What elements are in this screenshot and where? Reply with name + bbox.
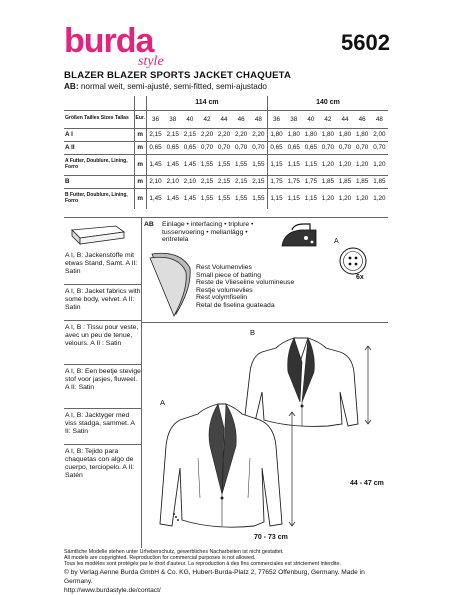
yardage-cell: 2,15 <box>216 175 233 188</box>
fabric-text-fr: A I, B : Tissu pour veste, avec un peu de tenue, velours. A II : Satin <box>65 324 139 347</box>
yardage-cell: 2,20 <box>250 128 268 141</box>
yardage-cell: 1,80 <box>267 128 285 141</box>
yardage-row <box>64 141 388 154</box>
yardage-cell: 1,20 <box>319 188 336 209</box>
legal-de: Sämtliche Modelle stehen unter Urheberschutz, gewerbliches Nacharbeiten ist nicht gestattet. <box>64 549 284 555</box>
yardage-cell: 0,70 <box>336 141 353 154</box>
yardage-cell: 0,70 <box>354 141 371 154</box>
yardage-cell: 1,45 <box>146 154 164 175</box>
yardage-cell: 0,65 <box>267 141 285 154</box>
yardage-cell: 1,75 <box>285 175 302 188</box>
yardage-row <box>64 128 388 141</box>
pattern-number: 5602 <box>341 30 390 55</box>
yardage-cell: 1,45 <box>181 188 198 209</box>
yardage-cell: 1,20 <box>336 188 353 209</box>
yardage-cell: 2,20 <box>233 128 250 141</box>
size-cell: 36 <box>146 110 164 128</box>
yardage-row <box>64 188 388 209</box>
yardage-cell: 1,85 <box>336 175 353 188</box>
brand-sub: style <box>138 54 164 69</box>
interfacing-line: Einlage • interfacing • triplure • <box>162 221 254 228</box>
yardage-cell: 1,55 <box>250 188 268 209</box>
notions-code: AB <box>144 221 154 228</box>
yardage-cell: 2,20 <box>216 128 233 141</box>
batting-line: Retal de fiselina guateada <box>196 301 275 309</box>
size-cell: 42 <box>319 110 336 128</box>
yardage-cell: 1,80 <box>285 128 302 141</box>
yardage-cell: 1,15 <box>285 188 302 209</box>
unit-label: Eur. <box>134 110 146 128</box>
legal-en: All models are copyrighted. Reproduction for commercial purposes is not allowed. <box>64 555 256 562</box>
shoulder-pad-icon <box>146 248 194 318</box>
yardage-cell: 2,10 <box>146 175 164 188</box>
interfacing-text <box>162 221 253 244</box>
yardage-cell: 0,65 <box>146 141 164 154</box>
yardage-cell: 1,20 <box>371 154 388 175</box>
yardage-cell: 1,15 <box>267 188 285 209</box>
size-cell: 38 <box>285 110 302 128</box>
yardage-cell: 1,55 <box>198 188 215 209</box>
yardage-cell: 1,20 <box>319 154 336 175</box>
yardage-cell: 1,85 <box>319 175 336 188</box>
yardage-cell: 1,20 <box>354 188 371 209</box>
size-cell: 36 <box>267 110 285 128</box>
row-label: A II <box>64 141 134 154</box>
yardage-cell: 1,80 <box>319 128 336 141</box>
yardage-cell: 2,10 <box>181 175 198 188</box>
yardage-cell: 0,70 <box>371 141 388 154</box>
yardage-cell: 1,20 <box>336 154 353 175</box>
fabric-text-de: A I, B: Jackenstoffe mit etwas Stand, Samt. A II: Satin <box>65 252 138 275</box>
batting-line: Restje volumevlies <box>196 286 253 294</box>
yardage-cell: 0,70 <box>233 141 250 154</box>
figure-a-label: A <box>160 398 166 407</box>
jacket-a-illustration <box>154 398 304 538</box>
figure-b-label: B <box>250 328 256 337</box>
yardage-cell: 1,80 <box>354 128 371 141</box>
notions-panel <box>64 217 388 547</box>
jacket-a-length: 70 - 73 cm <box>254 534 288 541</box>
yardage-cell: 0,65 <box>181 141 198 154</box>
size-cell: 46 <box>354 110 371 128</box>
yardage-cell: 2,15 <box>181 128 198 141</box>
yardage-cell: 1,80 <box>302 128 319 141</box>
fabric-column <box>64 218 142 548</box>
yardage-cell: 2,20 <box>198 128 215 141</box>
batting-line: Rest Volumenvlies <box>196 264 252 271</box>
yardage-cell: 0,70 <box>198 141 215 154</box>
yardage-cell: 1,15 <box>302 188 319 209</box>
fabric-text-nl: A I, B: Een beetje stevige stof voor jasjes, fluweel. A II: Satin <box>65 368 141 391</box>
batting-line: Rest volymfiselin <box>196 294 247 302</box>
yardage-cell: 1,75 <box>302 175 319 188</box>
batting-line: Reste de Vlieseline volumineuse <box>196 279 295 287</box>
interfacing-line: entretela <box>162 236 189 244</box>
jacket-b-length: 44 - 47 cm <box>350 480 384 487</box>
yardage-cell: 1,55 <box>216 188 233 209</box>
yardage-cell: 1,55 <box>233 154 250 175</box>
yardage-cell: 2,15 <box>164 128 181 141</box>
interfacing-line: tussenvoering • mellanlägg • <box>162 228 248 236</box>
size-cell: 42 <box>198 110 215 128</box>
row-label: B <box>64 175 134 188</box>
yardage-cell: 2,00 <box>371 128 388 141</box>
yardage-cell: 2,15 <box>250 175 268 188</box>
yardage-cell: 2,15 <box>146 128 164 141</box>
batting-line: Small piece of batting <box>196 271 261 279</box>
yardage-cell: 1,45 <box>146 188 164 209</box>
size-cell: 46 <box>233 110 250 128</box>
yardage-cell: 0,65 <box>302 141 319 154</box>
row-label: B Futter, Doublure, Lining, Forro <box>64 188 134 209</box>
row-label: A I <box>64 128 134 141</box>
yardage-cell: 1,80 <box>336 128 353 141</box>
yardage-cell: 1,85 <box>354 175 371 188</box>
subtitle-code: AB: <box>64 82 79 91</box>
pattern-subtitle <box>64 82 267 91</box>
row-unit: m <box>134 175 146 188</box>
row-unit: m <box>134 154 146 175</box>
subtitle-text: normal weit, semi-ajusté, semi-fitted, semi-ajustado <box>80 82 267 91</box>
copyright: © by Verlag Aenne Burda GmbH & Co. KG, Hubert-Burda-Platz 2, 77652 Offenburg, Germany. Made in Germany. <box>64 568 365 585</box>
fabric-text-sv: A I, B: Jacktyger med viss stadga, sammet. A II: Satin <box>65 412 135 435</box>
size-cell: 40 <box>302 110 319 128</box>
button-count: 6x <box>356 274 364 281</box>
yardage-cell: 1,15 <box>302 154 319 175</box>
row-unit: m <box>134 188 146 209</box>
yardage-cell: 2,15 <box>233 175 250 188</box>
iron-icon <box>278 224 320 250</box>
size-cell: 48 <box>250 110 268 128</box>
fabric-bolt-icon <box>68 224 128 248</box>
yardage-cell: 0,70 <box>216 141 233 154</box>
size-cell: 38 <box>164 110 181 128</box>
band-left: 114 cm <box>146 96 267 110</box>
button-icon <box>338 246 368 276</box>
yardage-cell: 0,70 <box>250 141 268 154</box>
yardage-cell: 1,55 <box>216 154 233 175</box>
yardage-cell: 1,45 <box>181 154 198 175</box>
yardage-cell: 2,15 <box>198 175 215 188</box>
contact-link[interactable]: http://www.burdastyle.de/contact/ <box>64 586 161 594</box>
yardage-cell: 1,45 <box>164 154 181 175</box>
batting-text <box>196 264 294 310</box>
row-label: A Futter, Doublure, Lining, Forro <box>64 154 134 175</box>
yardage-row <box>64 154 388 175</box>
yardage-cell: 1,75 <box>267 175 285 188</box>
yardage-cell: 1,15 <box>267 154 285 175</box>
row-unit: m <box>134 141 146 154</box>
sizes-label: Größen Tailles Sizes Tallas <box>64 110 134 128</box>
legal-fr: Tous les modèles sont protégés par le droit d'auteur. La reproduction à des fins commerciales est strictement interdite. <box>64 561 341 568</box>
footer <box>64 549 394 595</box>
band-right: 140 cm <box>316 99 340 107</box>
brand-logo <box>64 22 164 69</box>
size-cell: 44 <box>216 110 233 128</box>
yardage-cell: 1,55 <box>233 188 250 209</box>
brand-name: burda <box>64 22 154 60</box>
yardage-cell: 0,65 <box>164 141 181 154</box>
yardage-cell: 1,85 <box>371 175 388 188</box>
pattern-title: BLAZER BLAZER SPORTS JACKET CHAQUETA <box>64 70 292 81</box>
yardage-cell: 0,65 <box>285 141 302 154</box>
row-unit: m <box>134 128 146 141</box>
yardage-cell: 1,55 <box>250 154 268 175</box>
yardage-cell: 1,55 <box>198 154 215 175</box>
button-label: A <box>334 238 339 245</box>
yardage-cell: 1,45 <box>164 188 181 209</box>
yardage-row <box>64 175 388 188</box>
yardage-table <box>64 96 388 209</box>
fabric-text-en: A I, B: Jacket fabrics with some body, velvet. A II: Satin <box>65 288 141 311</box>
size-cell: 48 <box>371 110 388 128</box>
size-cell: 40 <box>181 110 198 128</box>
yardage-cell: 1,20 <box>371 188 388 209</box>
fabric-text-es: A I, B: Tejido para chaquetas con algo de cuerpo, terciopelo. A II: Satén <box>65 448 135 479</box>
size-cell: 44 <box>336 110 353 128</box>
yardage-cell: 1,15 <box>285 154 302 175</box>
yardage-cell: 1,20 <box>354 154 371 175</box>
yardage-cell: 0,70 <box>319 141 336 154</box>
yardage-cell: 2,10 <box>164 175 181 188</box>
